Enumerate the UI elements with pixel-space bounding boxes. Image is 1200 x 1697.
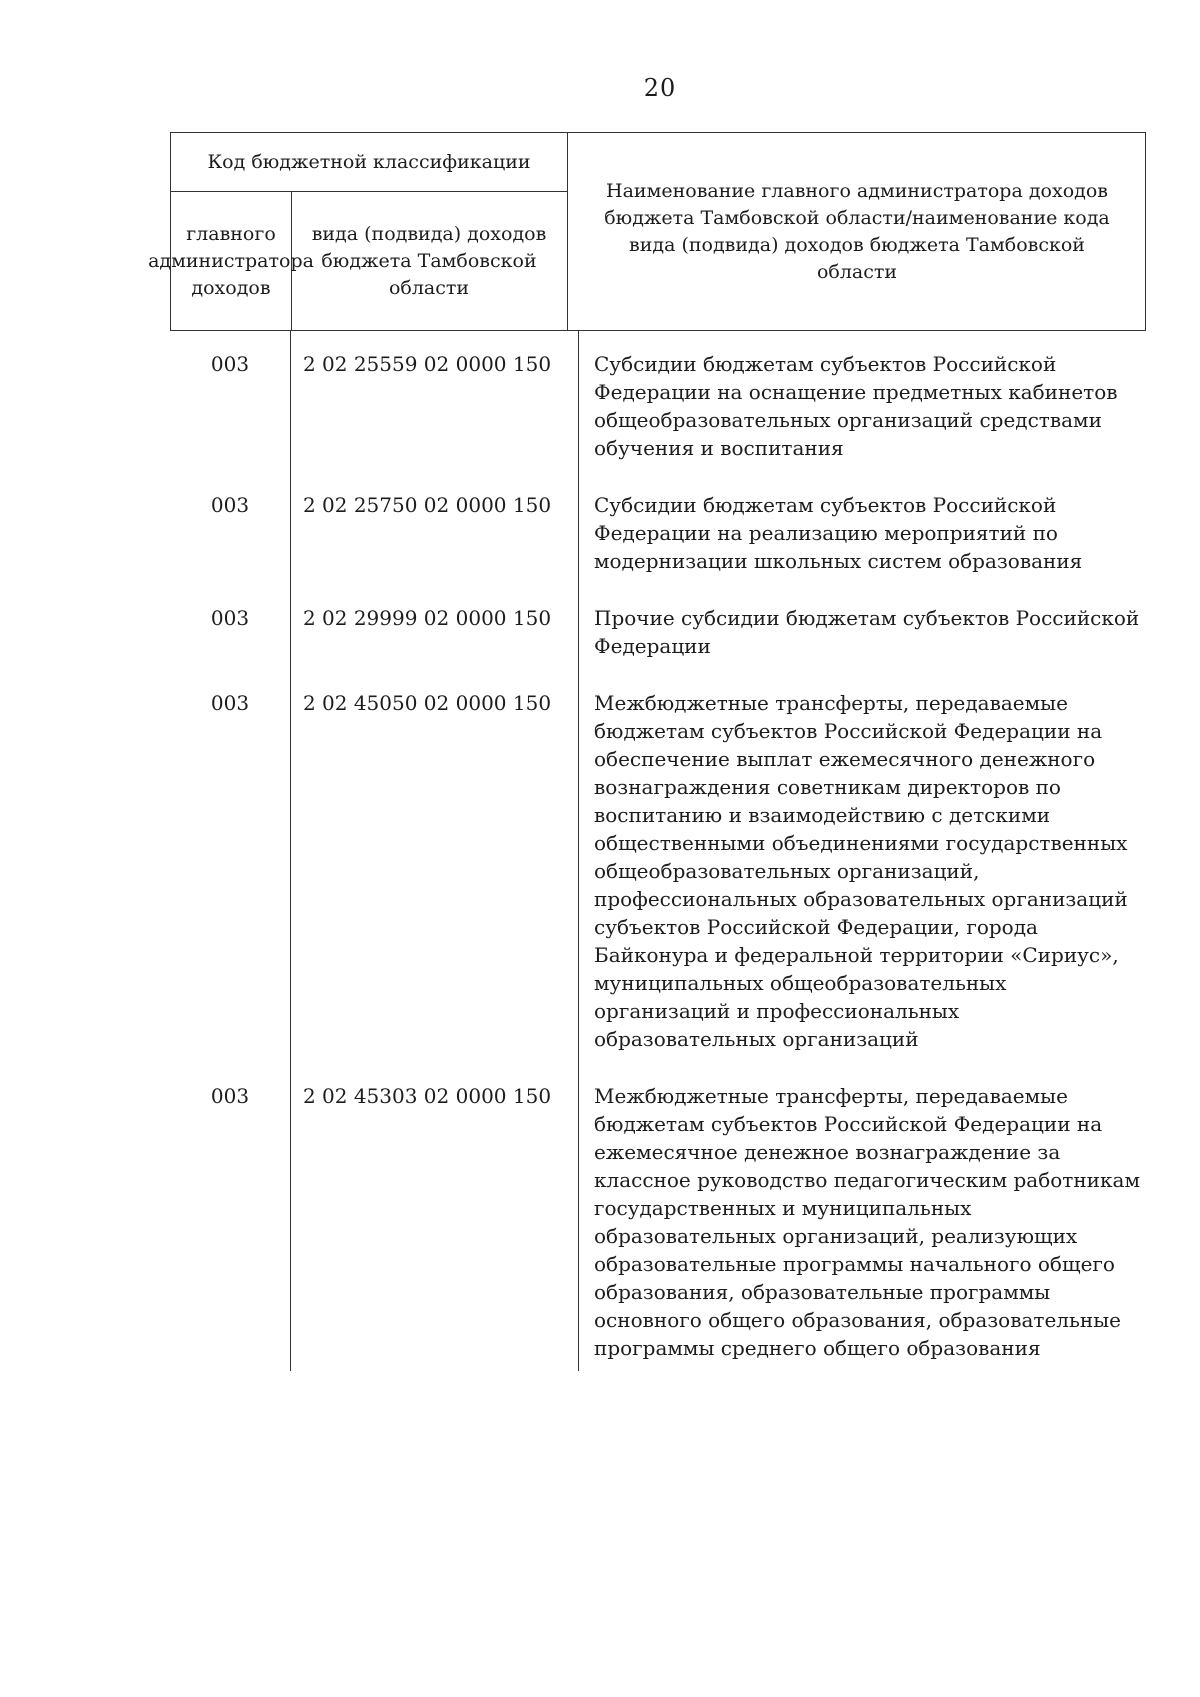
admin-code-cell: 003 xyxy=(210,493,250,517)
income-name-cell: Субсидии бюджетам субъектов Российской Федерации на оснащение предметных кабинетов общеобразовательных организаций средствами обучения и воспитания xyxy=(594,352,1118,460)
header-col-admin: главного администратора доходов xyxy=(148,222,314,299)
header-col-name: Наименование главного администратора доходов бюджета Тамбовской области/наименование кода вида (подвида) доходов бюджета Тамбовской области xyxy=(604,180,1110,283)
budget-code-cell: 2 02 45050 02 0000 150 xyxy=(302,691,552,715)
body-divider-left xyxy=(290,331,291,1371)
admin-code-cell: 003 xyxy=(210,691,250,715)
admin-code-cell: 003 xyxy=(210,352,250,376)
income-name-cell: Прочие субсидии бюджетам субъектов Российской Федерации xyxy=(594,606,1140,658)
budget-code-cell: 2 02 29999 02 0000 150 xyxy=(302,606,552,630)
header-group-label: Код бюджетной классификации xyxy=(207,150,531,173)
budget-code-cell: 2 02 25559 02 0000 150 xyxy=(302,352,552,376)
body-divider-right xyxy=(578,331,579,1371)
header-col-code: вида (подвида) доходов бюджета Тамбовской области xyxy=(311,222,547,299)
page-number: 20 xyxy=(643,74,677,102)
table-header xyxy=(148,132,1146,331)
budget-code-cell: 2 02 45303 02 0000 150 xyxy=(302,1084,552,1108)
admin-code-cell: 003 xyxy=(210,606,250,630)
income-name-cell: Межбюджетные трансферты, передаваемые бюджетам субъектов Российской Федерации на обеспечение выплат ежемесячного денежного вознаграждения советникам директоров по воспитанию и взаимодействию с детскими общественными объединениями государственных общеобразовательных организаций, профессиональных образовательных организаций субъектов Российской Федерации, города Байконура и федеральной территории «Сириус», муниципальных общеобразовательных организаций и профессиональных образовательных организаций xyxy=(594,691,1128,1051)
income-name-cell: Субсидии бюджетам субъектов Российской Федерации на реализацию мероприятий по модернизации школьных систем образования xyxy=(594,493,1083,573)
admin-code-cell: 003 xyxy=(210,1084,250,1108)
budget-code-cell: 2 02 25750 02 0000 150 xyxy=(302,493,552,517)
income-name-cell: Межбюджетные трансферты, передаваемые бюджетам субъектов Российской Федерации на ежемесячное денежное вознаграждение за классное руководство педагогическим работникам государственных и муниципальных образовательных организаций, реализующих образовательные программы начального общего образования, образовательные программы основного общего образования, образовательные программы среднего общего образования xyxy=(594,1084,1140,1360)
